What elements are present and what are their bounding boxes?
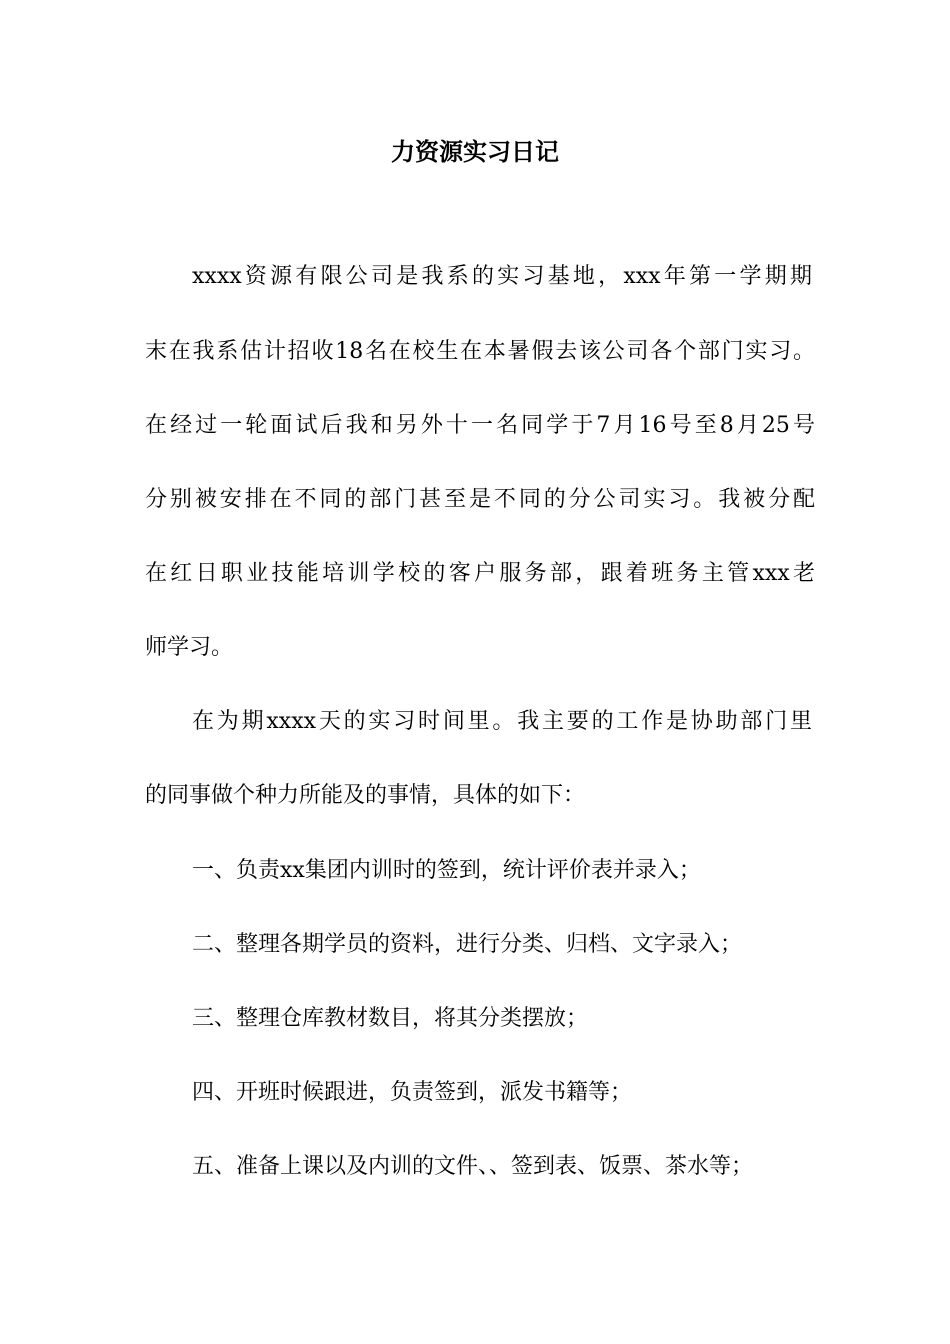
paragraph1-line-2: 末在我系估计招收18名在校生在本暑假去该公司各个部门实习。	[145, 339, 815, 364]
paragraph2-line-2: 的同事做个种力所能及的事情，具体的如下：	[145, 783, 586, 808]
paragraph2-line-1: 在为期xxxx天的实习时间里。我主要的工作是协助部门里	[192, 709, 812, 734]
paragraph1-line-4: 分别被安排在不同的部门甚至是不同的分公司实习。我被分配	[145, 487, 815, 512]
document-title: 力资源实习日记	[391, 138, 559, 166]
paragraph1-line-1: xxxx资源有限公司是我系的实习基地，xxx年第一学期期	[192, 264, 812, 289]
task-item-5: 五、准备上课以及内训的文件、、签到表、饭票、茶水等；	[192, 1154, 754, 1179]
task-item-2: 二、整理各期学员的资料，进行分类、归档、文字录入；	[192, 932, 743, 957]
task-item-4: 四、开班时候跟进，负责签到，派发书籍等；	[192, 1080, 633, 1105]
paragraph1-line-5: 在红日职业技能培训学校的客户服务部，跟着班务主管xxx老	[145, 561, 815, 586]
task-item-1: 一、负责xx集团内训时的签到，统计评价表并录入；	[192, 858, 701, 883]
task-item-3: 三、整理仓库教材数目，将其分类摆放；	[192, 1006, 589, 1031]
paragraph1-line-3: 在经过一轮面试后我和另外十一名同学于7月16号至8月25号	[145, 413, 815, 438]
paragraph1-line-6: 师学习。	[145, 635, 234, 660]
